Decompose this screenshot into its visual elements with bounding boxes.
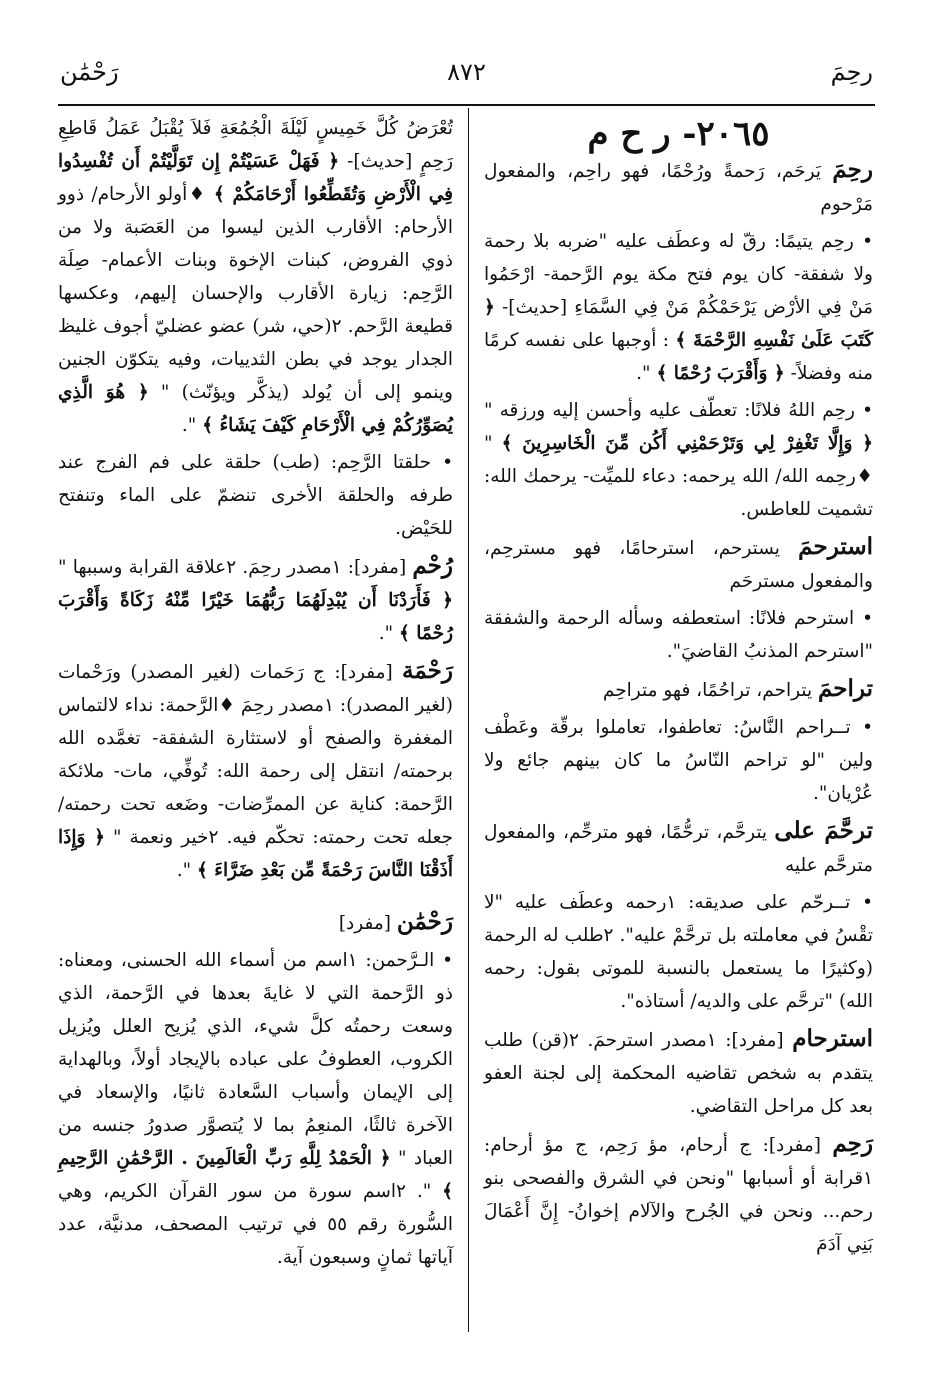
entry-text: • تــرحّم على صديقه: ١رحمه وعطَف عليه "لا تقْسُ في معاملته بل ترحَّمْ عليه". ٢طلب له الرحمة (وكثيرًا ما يستعمل بالنسبة للموتى بقول: رحمه الله) "ترحَّم على والديه/ أستاذه". [484, 892, 873, 1012]
header-right-word: رحِمَ [830, 58, 873, 86]
entry-text: ". [378, 623, 400, 644]
entry-text: تُعْرَضُ كُلَّ خَمِيسٍ لَيْلَةَ الْجُمُعَةِ فَلاَ يُقْبَلُ عَمَلُ قَاطِعِ رَحِمٍ [حديث]- [58, 118, 454, 172]
entry-text: • حلقتا الرَّحِم: (طب) حلقة على فم الفرج عند طرفه والحلقة الأخرى تنضمّ على الماء وتنفتح للحَيْض. [58, 452, 453, 539]
quran-quote: ﴿ وَإِلَّا تَغْفِرْ لِي وَتَرْحَمْنِي أَكُن مِّنَ الْخَاسِرِينَ ﴾ [501, 433, 873, 454]
dictionary-entry [484, 672, 873, 707]
page-header [60, 58, 873, 98]
dictionary-entry [484, 225, 873, 390]
entry-text: يَرحَم، رَحمةً ورُحْمًا، فهو راحِم، والمفعول مَرْحوم [484, 161, 873, 215]
quran-quote: ﴿ كَتَبَ عَلَىٰ نَفْسِهِ الرَّحْمَةَ ﴾ [484, 297, 873, 351]
dictionary-entry [58, 905, 453, 940]
quran-quote: ﴿ وَأَقْرَبَ رُحْمًا ﴾ [656, 363, 785, 384]
dictionary-entry [484, 602, 873, 668]
entry-headword: رُحْم [412, 552, 453, 579]
right-column [484, 112, 873, 1265]
entry-text: يتراحم، تراحُمًا، فهو متراحِم [602, 680, 818, 701]
entry-headword: رَحْمَة [402, 657, 453, 684]
entry-text: ". [176, 860, 197, 881]
entry-text: " ♦رحِمه الله/ الله يرحمه: دعاء للميِّت- يرحمك الله: تشميت للعاطس. [484, 433, 873, 520]
entry-text: [مفرد]: ١مصدر رحِمَ. ٢علاقة القرابة وسببها " [58, 557, 413, 578]
left-column [58, 112, 453, 1278]
entry-text: [مفرد]: ١مصدر استرحمَ. ٢(قن) طلب يتقدم به شخص تقاضيه المحكمة إلى لجنة العفو بعد كل مراحل التقاضي. [484, 1030, 873, 1117]
entry-text: • الـرَّحمن: ١اسم من أسماء الله الحسنى، ومعناه: ذو الرَّحمة التي لا غايةَ بعدها في الرَّحمة، الذي وسعت رحمتُه كلَّ شيء، الذي يُزيح العلل ويُزيل الكروب، العطوفُ على عباده بالإيجاد أولاً، وبالهداية إلى الإيمان وأسباب السَّعادة ثانيًا، والإسعاد في الآخرة ثالثًا، المنعِمُ بما لا يُتصوَّر صدورُ جنسه من العباد " [58, 950, 453, 1169]
dictionary-entry [58, 654, 453, 887]
entry-text: : أوجبها على نفسه كرمًا منه وفضلاً- [484, 330, 873, 384]
entry-text: • تــراحم النَّاسُ: تعاطفوا، تعاملوا برقّة وعَطْف ولين "لو تراحم النّاسُ ما كان بينهم جائع ولا عُرْيان". [484, 717, 873, 804]
root-title: ٢٠٦٥- ر ح م [587, 114, 770, 154]
entry-text: [مفرد] [338, 913, 397, 934]
entry-headword: رَحِم [832, 1130, 873, 1157]
dictionary-entry [484, 814, 873, 882]
dictionary-entry [484, 530, 873, 598]
dictionary-entry [58, 944, 453, 1274]
entry-text: ". ٢اسم سورة من سور القرآن الكريم، وهي السُّورة رقم ٥٥ في ترتيب المصحف، مدنيَّة، عدد آياتها ثمانٍ وسبعون آية. [58, 1181, 453, 1268]
page-number: ٨٧٢ [447, 58, 486, 86]
dictionary-entry [484, 711, 873, 810]
quran-quote: ﴿ الْحَمْدُ لِلَّهِ رَبِّ الْعَالَمِينَ . الرَّحْمَٰنِ الرَّحِيمِ ﴾ [58, 1148, 454, 1202]
quran-quote: ﴿ فَأَرَدْنَا أَن يُبْدِلَهُمَا رَبُّهُمَا خَيْرًا مِّنْهُ زَكَاةً وَأَقْرَبَ رُحْمًا ﴾ [58, 590, 453, 644]
entry-text: يترحَّم، ترحُّمًا، فهو مترحِّم، والمفعول مترحَّم عليه [484, 822, 873, 876]
dictionary-entry [58, 112, 453, 442]
entry-headword: رَحْمَٰن [396, 908, 453, 935]
entry-text: يسترحم، استرحامًا، فهو مسترحِم، والمفعول مسترحَم [484, 538, 873, 592]
dictionary-entry [484, 886, 873, 1018]
dictionary-entry [484, 153, 873, 221]
entry-text: [مفرد]: ج أرحام، مؤ رَحِم، ج مؤ أرحام: ١قرابة أو أسبابها "ونحن في الشرق والفصحى بنو رحم... ونحن في الجُرح والآلام إخوانُ- إِنَّ أَعْمَالَ بَنِي آدَمَ [484, 1135, 873, 1255]
dictionary-entry [58, 446, 453, 545]
quran-quote: ﴿ هُوَ الَّذِي يُصَوِّرُكُمْ فِي الْأَرْحَامِ كَيْفَ يَشَاءُ ﴾ [58, 382, 453, 436]
dictionary-entry [484, 1127, 873, 1261]
column-divider [468, 108, 469, 1332]
header-rule [58, 104, 875, 106]
entry-headword: استرحام [792, 1025, 873, 1052]
entry-text: • رحِم يتيمًا: رقّ له وعطَف عليه "ضربه بلا رحمة ولا شفقة- كان يوم فتح مكة يوم الرَّحمة- ارْحَمُوا مَنْ فِي الأرْض يَرْحَمْكُمْ مَنْ فِي السَّمَاءِ [حديث]- [484, 231, 873, 318]
entry-headword: ترحَّمَ على [774, 817, 873, 844]
entry-headword: رحِمَ [832, 156, 873, 183]
entry-text: [مفرد]: ج رَحَمات (لغير المصدر) ورَحْمات (لغير المصدر): ١مصدر رحِمَ ♦الرَّحمة: نداء لالتماس المغفرة والصفح أو لاستثارة الشفقة- تغمَّده الله برحمته/ انتقل إلى رحمة الله: تُوفِّي، مات- ملائكة الرَّحمة: كناية عن الممرِّضات- وضَعه تحت رحمته/ جعله تحت رحمته: تحكّم فيه. ٢خير ونعمة " [58, 662, 454, 848]
entry-headword: تراحمَ [817, 675, 873, 702]
dictionary-entry [484, 394, 873, 526]
entry-text: ". [181, 415, 203, 436]
entry-text: • استرحم فلانًا: استعطفه وسأله الرحمة والشفقة "استرحم المذنبُ القاضيَ". [484, 608, 873, 662]
dictionary-entry [58, 549, 453, 650]
quran-quote: ﴿ وَإِذَا أَذَقْنَا النَّاسَ رَحْمَةً مِّن بَعْدِ ضَرَّاءَ ﴾ [58, 827, 453, 881]
entry-text: • رحِم اللهُ فلانًا: تعطّف عليه وأحسن إليه ورزقه " [484, 400, 873, 421]
quran-quote: ﴿ فَهَلْ عَسَيْتُمْ إِن تَوَلَّيْتُمْ أَن تُفْسِدُوا فِي الْأَرْضِ وَتُقَطِّعُوا أَرْحَامَكُمْ ﴾ [58, 151, 453, 205]
header-left-word: رَحْمَٰن [60, 58, 119, 86]
entry-headword: استرحمَ [798, 533, 873, 560]
entry-text: ". [636, 363, 657, 384]
dictionary-entry [484, 1022, 873, 1123]
entry-text: ♦أولو الأرحام/ ذوو الأرحام: الأقارب الذين ليسوا من العَصَبة ولا من ذوي الفروض، كبنات الإخوة وبنات الأعمام- صِلَة الرَّحِم: زيارة الأقارب والإحسان إليهم، وعكسها قطيعة الرَّحم. ٢(حي، شر) عضو عضليّ أجوف غليظ الجدار يوجد في بطن الثدييات، وفيه يتكوّن الجنين وينمو إلى أن يُولد (يذكَّر ويؤنّث) " [58, 184, 454, 403]
